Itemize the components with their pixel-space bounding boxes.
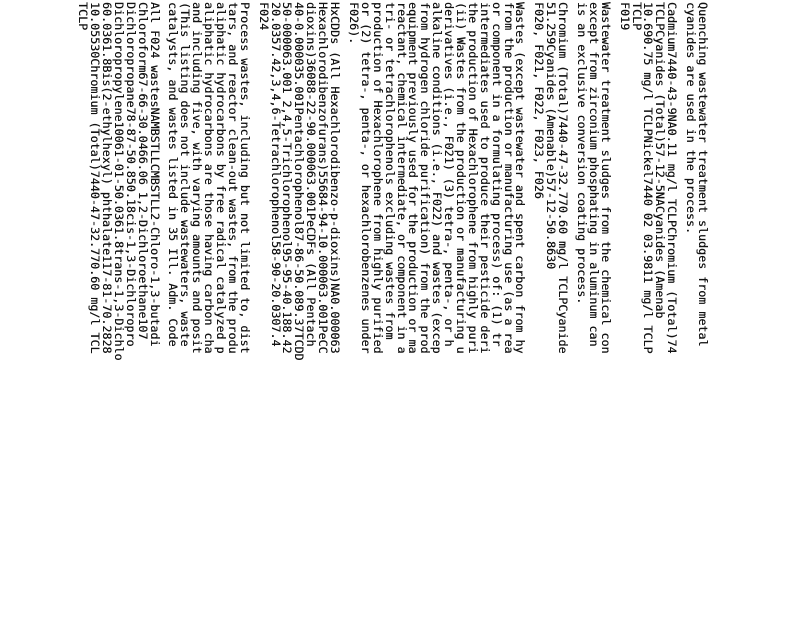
text-line: reactant, chemical intermediate, or component in a bbox=[394, 2, 409, 354]
text-line: HxCDDs (All Hexachlorodibenzo-p-dioxins)NA0.000063 bbox=[328, 2, 343, 354]
text-line: from the production or manufacturing use (as a rea bbox=[501, 2, 516, 354]
text-line: TCLP bbox=[76, 2, 91, 31]
text-line: Dichloropropylene10061-01-50.0361.8trans-1,3-Dichlo bbox=[111, 2, 126, 361]
text-line: 51.259Cyanides (Amenable)57-12-50.8630 bbox=[544, 2, 559, 270]
text-line: tars, and reactor clean-out wastes, from the produ bbox=[225, 2, 240, 354]
text-line: except from zirconium phosphating in aluminum can bbox=[586, 2, 601, 347]
text-line: derivatives (i.e., F021) (3) tetra-, penta-, or h bbox=[442, 2, 457, 347]
text-line: 40-0.000035.001Pentachlorophenol87-86-50.089.37TCDD bbox=[292, 2, 307, 361]
text-line: (ii) Wastes from the production or manufacturing u bbox=[453, 2, 468, 354]
text-line: F024 bbox=[256, 2, 271, 31]
text-line: the production of Hexachlorophene from highly puri bbox=[465, 2, 480, 354]
paragraph-process-wastes bbox=[167, 2, 250, 618]
text-line: Dichloropropane78-87-50.850.18cis-1,3-Dichloropro bbox=[123, 2, 138, 347]
text-line: F019 bbox=[617, 2, 632, 31]
text-line: production of Hexachlorophene from highly purified bbox=[370, 2, 385, 354]
text-line: cyanides are used in the process. bbox=[684, 2, 699, 234]
text-line: F026). bbox=[346, 2, 361, 45]
text-line: alkaline conditions (i.e., F022) and wastes (excep bbox=[430, 2, 445, 354]
rotated-text-body bbox=[68, 2, 708, 618]
text-line: or component in a formulating process) of: (1) tr bbox=[489, 2, 504, 347]
text-line: Hexachlorodibenzofurans)55684-94-10.000063.001PeCC bbox=[316, 2, 331, 354]
paragraph-chromium-limits bbox=[532, 2, 571, 618]
text-line: and including five, with varying amounts and posit bbox=[190, 2, 205, 354]
text-line: intermediates used to produce their pesticide deri bbox=[477, 2, 492, 354]
text-line: 10.05530Chromium (Total)7440-47-32.770.60 mg/l TCL bbox=[88, 2, 103, 354]
text-line: 50-000063.001 2,4,5-Trichlorophenol95-95-40.188.42 bbox=[280, 2, 295, 354]
paragraph-wastewater-sludges bbox=[575, 2, 611, 618]
text-line: Quenching wastewater treatment sludges from metal bbox=[696, 2, 710, 347]
paragraph-cadmium-limits bbox=[617, 2, 680, 618]
text-line: is an exclusive conversion coating process. bbox=[574, 2, 589, 305]
text-line: Chloroform67-66-30.0466.06 1,2-Dichloroethane107 bbox=[135, 2, 150, 340]
text-line: 10.690.75 mg/l TCLPNickel7440 02 03.9811 mg/l TCLP bbox=[641, 2, 656, 354]
paragraph-quenching bbox=[684, 2, 708, 618]
text-line: from hydrogen chloride purification) from the prod bbox=[418, 2, 433, 354]
text-line: TCLP bbox=[629, 2, 644, 31]
paragraph-wastes-description bbox=[346, 2, 528, 618]
text-line: All F024 wastesNAMBSTLLCMBSTLL2-Chloro-1,3-butadi bbox=[147, 2, 162, 347]
text-line: 20.0357.42,3,4,6-Tetrachlorophenol58-90-20.0307.4 bbox=[268, 2, 283, 347]
text-line: aliphatic hydrocarbons by free radical catalyzed p bbox=[214, 2, 229, 354]
text-line: aliphatic hydrocarbons are those having carbon cha bbox=[202, 2, 217, 354]
text-line: 60.0361.8Bis(2-ethylhexyl) phthalate117-81-70.2828 bbox=[100, 2, 115, 354]
paragraph-hxcdds-limits bbox=[256, 2, 343, 618]
text-line: Cadmium7440-43-9NA0.11 mg/l TCLPChromium (Total)74 bbox=[665, 2, 680, 354]
text-line: dioxins)36088-22-90.000063.001PeCDFs (All Pentach bbox=[304, 2, 319, 347]
text-line: or (2) tetra-, penta-, or hexachlorobenzenes under bbox=[358, 2, 373, 354]
text-line: catalysts, and wastes listed in 35 Ill. Adm. Code bbox=[166, 2, 181, 347]
text-line: Wastewater treatment sludges from the chemical con bbox=[598, 2, 613, 354]
text-line: TCLPCyanides (Total)57-12-5NACyanides (Amenab bbox=[653, 2, 668, 319]
text-line: Wastes (except wastewater and spent carbon from hy bbox=[513, 2, 528, 354]
text-line: tri- or tetrachlorophenols excluding wastes from bbox=[382, 2, 397, 340]
paragraph-f024-limits bbox=[76, 2, 162, 618]
text-line: Process wastes, including but not limited to, dist bbox=[237, 2, 252, 354]
text-line: (This listing does not include wastewaters, waste bbox=[178, 2, 193, 347]
text-line: F020, F021, F022, F023, F026 bbox=[532, 2, 547, 199]
text-line: equipment previously used for the production or ma bbox=[406, 2, 421, 354]
text-line: Chromium (Total)7440-47-32.770.60 mg/l TCLPCyanide bbox=[556, 2, 571, 354]
